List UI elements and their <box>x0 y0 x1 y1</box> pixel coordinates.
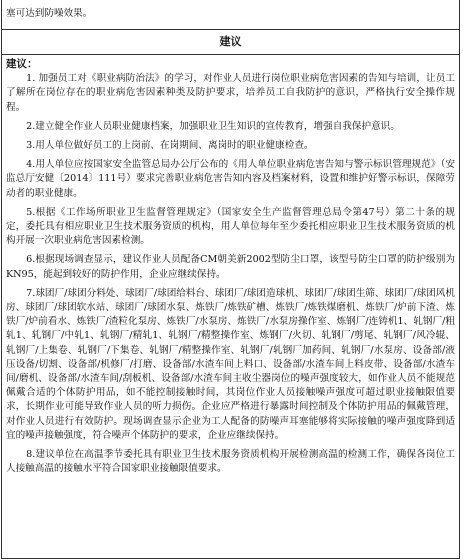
section-title: 建议 <box>2 30 459 55</box>
suggestions-cell <box>2 55 459 476</box>
suggestion-2: 2.建立健全作业人员职业健康档案，加强职业卫生知识的宣传教育，增强自我保护意识。 <box>26 120 400 132</box>
suggestion-4: 4.用人单位应按国家安全监管总局办公厅公布的《用人单位职业病危害告知与警示标识管理规范》（安监总厅安健〔2014〕111号）要求完善职业病危害告知内容及档案材料，设置和维护好警示标识，保障劳动者的职业健康。 <box>6 159 455 199</box>
suggestion-8: 8.建议单位在高温季节委托具有职业卫生技术服务资质机构开展检测高温的检测工作，确保各岗位工人接触高温的接触水平符合国家职业接触限值要求。 <box>6 449 455 475</box>
suggestion-1: 1. 加强员工对《职业病防治法》的学习，对作业人员进行岗位职业病危害因素的告知与培训，让员工了解所在岗位存在的职业病危害因素种类及防护要求，培养员工自我防护的意识，严格执行安全操作规程。 <box>6 73 455 113</box>
suggestion-6: 6.根据现场调查显示，建议作业人员配备CM朝美新2002型防尘口罩，该型号防尘口罩的防护级别为KN95，能起到较好的防护作用，企业应继续保持。 <box>6 254 455 280</box>
suggestion-3: 3.用人单位做好员工的上岗前、在岗期间、离岗时的职业健康检查。 <box>26 140 314 152</box>
previous-text-cell <box>2 0 459 30</box>
suggestion-7: 7.球团厂/球团分料处、球团厂/球团给料台、球团厂/球团造球机、球团厂/球团生筛、球团厂/球团风机房、球团厂/球团软水站、球团厂/球团水泵、炼铁厂/炼铁矿槽、炼铁厂/炼铁煤磨机、炼铁厂/炉前下渣、炼铁厂/炉前看水、炼铁厂/渣粒化泵房、炼铁厂/水泵房、炼铁厂/水泵房操作室、炼钢厂/连铸机1、轧钢厂/粗轧1、轧钢厂/中轧1、轧钢厂/精轧1、轧钢厂/精整操作室、炼钢厂/火切、轧钢厂/剪尾、轧钢厂/风冷辊、轧钢厂/上集卷、轧钢厂/下集卷、轧钢厂/精整操作室、轧钢厂/轧钢厂加药间、轧钢厂/水泵房、设备部/液压设备/切割、设备部/机修厂/打磨、设备部/水渣车间上料口、设备部/水渣车间上料皮带、设备部/水渣车间/磨机、设备部/水渣车间/刮板机、设备部/水渣车间主收尘器岗位的噪声强度较大，如作业人员不能规范佩戴合适的个体防护用品，如不能控制接触时间，其岗位作业人员接触噪声强度可超过职业接触限值要求，长期作业可能导致作业人员的听力损伤。企业应严格进行暴露时间控制及个体防护用品的佩戴管理，对作业人员进行有效防护。现场调查显示企业为工人配备的防噪声耳塞能够将实际接触的噪声强度降到适宜的噪声接触强度，符合噪声个体防护的要求，企业应继续保持。 <box>6 287 455 441</box>
suggestion-5: 5.根据《工作场所职业卫生监督管理规定》（国家安全生产监督管理总局令第47号）第二十条的规定，委托具有相应职业卫生技术服务资质的机构，用人单位每年至少委托相应职业卫生技术服务资质的机构开展一次职业病危害因素检测。 <box>6 206 455 247</box>
suggestions-label: 建议： <box>6 58 38 70</box>
previous-text: 塞可达到防噪效果。 <box>6 8 93 19</box>
document-table <box>1 0 460 559</box>
